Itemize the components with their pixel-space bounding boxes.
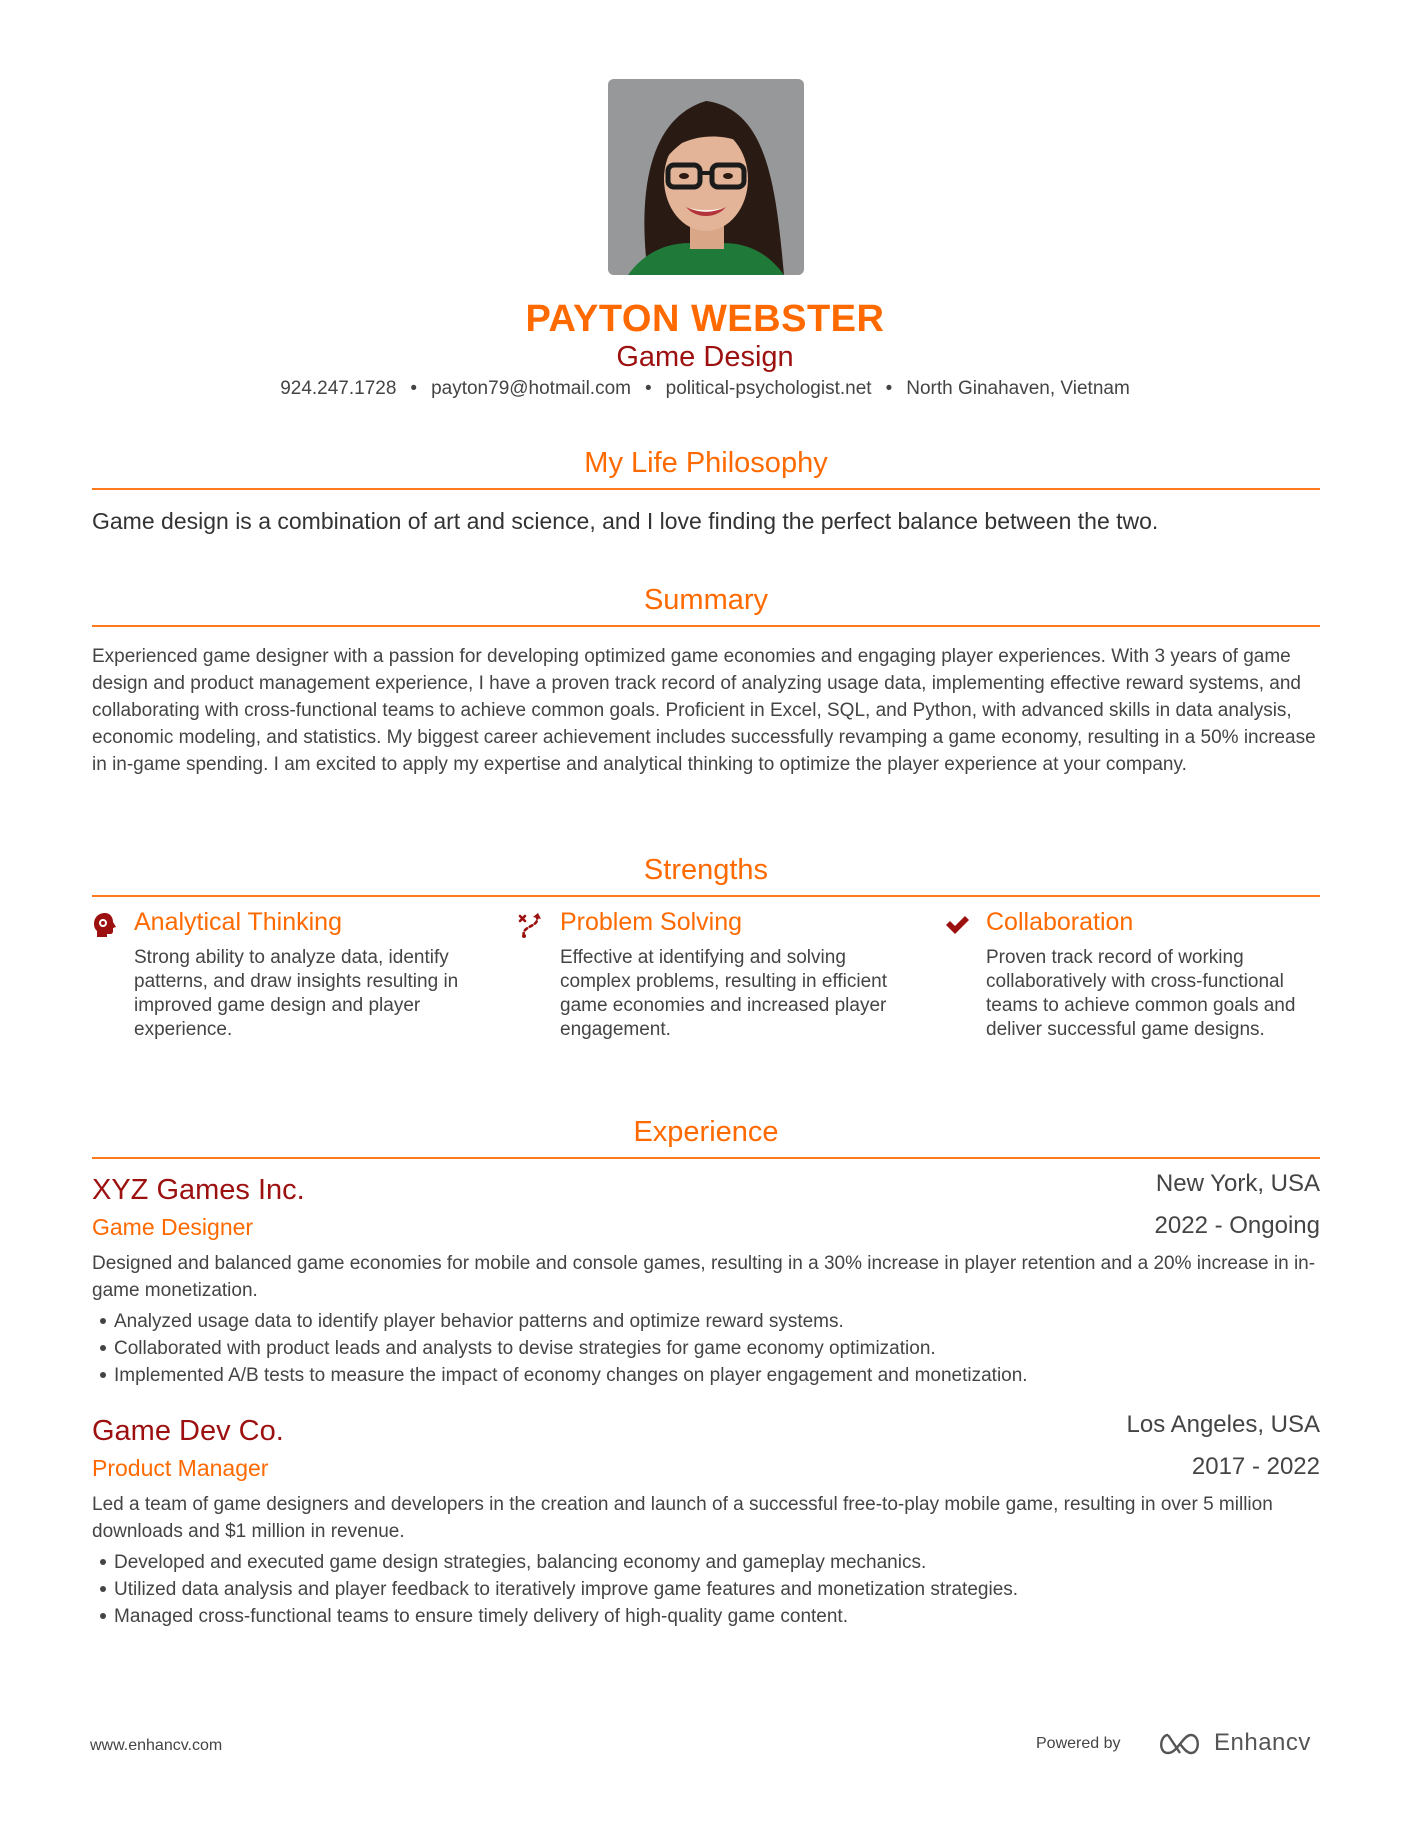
section-title-strengths: Strengths	[643, 854, 769, 886]
location: North Ginahaven, Vietnam	[906, 378, 1130, 399]
list-item: Collaborated with product leads and analysts to devise strategies for game economy optimization.	[92, 1335, 1320, 1362]
section-title-experience: Experience	[633, 1116, 779, 1148]
list-item: Utilized data analysis and player feedback to iteratively improve game features and monetization strategies.	[92, 1576, 1320, 1603]
job-dates: 2017 - 2022	[1191, 1453, 1320, 1480]
job-location: New York, USA	[1155, 1170, 1320, 1197]
list-item: Implemented A/B tests to measure the impact of economy changes on player engagement and monetization.	[92, 1362, 1320, 1389]
checkmark-icon	[944, 912, 970, 938]
separator-dot: •	[644, 378, 652, 399]
strength-desc: Proven track record of working collaboratively with cross-functional teams to achieve common goals and deliver successful game designs.	[986, 947, 1296, 1040]
website[interactable]: political-psychologist.net	[665, 378, 872, 399]
enhancv-wordmark: Enhancv	[1214, 1729, 1311, 1756]
separator-dot: •	[410, 378, 418, 399]
list-item: Developed and executed game design strategies, balancing economy and gameplay mechanics.	[92, 1549, 1320, 1576]
powered-by-label: Powered by	[1036, 1735, 1121, 1752]
job-bullets	[92, 1549, 1320, 1630]
candidate-name: PAYTON WEBSTER	[525, 298, 885, 340]
candidate-role: Game Design	[616, 341, 794, 373]
summary-text: Experienced game designer with a passion for developing optimized game economies and engaging player experiences. With 3 years of game design and product management experience, I have a proven track record of analyzing usage data, implementing effective reward systems, and collaborating with cross-functional teams to achieve common goals. Proficient in Excel, SQL, and Python, with advanced skills in data analysis, economic modeling, and statistics. My biggest career achievement includes successfully revamping a game economy, resulting in a 50% increase in in-game spending. I am excited to apply my expertise and analytical thinking to optimize the player experience at your company.	[92, 646, 1316, 775]
company-name: Game Dev Co.	[92, 1415, 284, 1447]
job-dates: 2022 - Ongoing	[1154, 1212, 1320, 1239]
footer-url[interactable]: www.enhancv.com	[90, 1737, 223, 1754]
philosophy-text: Game design is a combination of art and science, and I love finding the perfect balance between the two.	[92, 508, 1159, 534]
list-item: Managed cross-functional teams to ensure timely delivery of high-quality game content.	[92, 1603, 1320, 1630]
strength-desc: Strong ability to analyze data, identify patterns, and draw insights resulting in improved game design and player experience.	[134, 947, 459, 1040]
phone: 924.247.1728	[280, 378, 397, 399]
section-title-philosophy: My Life Philosophy	[584, 447, 828, 479]
strength-title: Problem Solving	[560, 908, 743, 936]
section-divider	[92, 625, 1320, 627]
job-bullets	[92, 1308, 1320, 1389]
strength-title: Analytical Thinking	[134, 908, 342, 936]
section-title-summary: Summary	[643, 584, 769, 616]
enhancv-logo[interactable]	[1156, 1726, 1316, 1762]
job-location: Los Angeles, USA	[1126, 1411, 1320, 1438]
email[interactable]: payton79@hotmail.com	[431, 378, 631, 399]
strength-desc: Effective at identifying and solving complex problems, resulting in efficient game economies and increased player engagement.	[560, 947, 888, 1040]
profile-photo	[608, 79, 804, 275]
job-description: Designed and balanced game economies for mobile and console games, resulting in a 30% increase in player retention and a 20% increase in in-game monetization.	[92, 1253, 1316, 1301]
section-divider	[92, 488, 1320, 490]
job-title: Product Manager	[92, 1455, 269, 1481]
route-icon	[518, 912, 544, 938]
enhancv-logo-icon	[1156, 1732, 1202, 1756]
head-brain-icon	[92, 912, 118, 938]
job-title: Game Designer	[92, 1214, 254, 1240]
company-name: XYZ Games Inc.	[92, 1174, 305, 1206]
section-divider	[92, 895, 1320, 897]
section-divider	[92, 1157, 1320, 1159]
list-item: Analyzed usage data to identify player behavior patterns and optimize reward systems.	[92, 1308, 1320, 1335]
job-description: Led a team of game designers and developers in the creation and launch of a successful free-to-play mobile game, resulting in over 5 million downloads and $1 million in revenue.	[92, 1494, 1273, 1542]
strength-title: Collaboration	[986, 908, 1134, 936]
contact-line	[0, 378, 1410, 400]
separator-dot: •	[885, 378, 893, 399]
